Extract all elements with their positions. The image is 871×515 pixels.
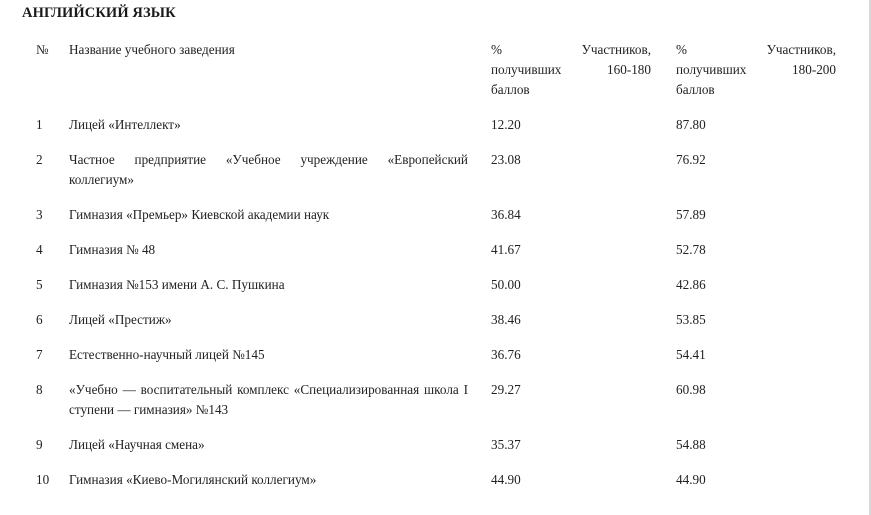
header-percent-160-180-line2: получивших 160-180 bbox=[491, 62, 651, 77]
row-percent-180-200: 54.41 bbox=[676, 347, 706, 362]
row-number: 6 bbox=[36, 312, 43, 327]
row-number: 8 bbox=[36, 382, 43, 397]
table-row bbox=[30, 470, 836, 505]
header-percent-180-200 bbox=[676, 40, 836, 115]
row-number: 1 bbox=[36, 117, 43, 132]
row-percent-160-180: 35.37 bbox=[491, 437, 521, 452]
row-percent-160-180: 38.46 bbox=[491, 312, 521, 327]
table-row bbox=[30, 115, 836, 150]
row-percent-180-200: 53.85 bbox=[676, 312, 706, 327]
row-percent-180-200: 54.88 bbox=[676, 437, 706, 452]
row-number: 7 bbox=[36, 347, 43, 362]
row-number: 5 bbox=[36, 277, 43, 292]
row-number: 9 bbox=[36, 437, 43, 452]
row-percent-160-180: 44.90 bbox=[491, 472, 521, 487]
header-school-name: Название учебного заведения bbox=[69, 42, 235, 57]
row-percent-180-200: 52.78 bbox=[676, 242, 706, 257]
row-percent-180-200: 76.92 bbox=[676, 152, 706, 167]
table-row bbox=[30, 435, 836, 470]
row-school-name: «Учебно — воспитательный комплекс «Специализированная школа I ступени — гимназия» №143 bbox=[69, 382, 468, 417]
row-percent-180-200: 60.98 bbox=[676, 382, 706, 397]
row-percent-160-180: 12.20 bbox=[491, 117, 521, 132]
row-school-name: Лицей «Интеллект» bbox=[69, 117, 181, 132]
results-table bbox=[30, 40, 836, 505]
header-percent-180-200-line3: баллов bbox=[676, 82, 715, 97]
row-number: 4 bbox=[36, 242, 43, 257]
table-row bbox=[30, 150, 836, 205]
row-percent-160-180: 36.76 bbox=[491, 347, 521, 362]
row-percent-160-180: 23.08 bbox=[491, 152, 521, 167]
header-percent-160-180-line3: баллов bbox=[491, 82, 530, 97]
row-number: 10 bbox=[36, 472, 50, 487]
row-school-name: Лицей «Престиж» bbox=[69, 312, 172, 327]
row-school-name: Естественно-научный лицей №145 bbox=[69, 347, 265, 362]
row-school-name: Гимназия «Киево-Могилянский коллегиум» bbox=[69, 472, 317, 487]
table-row bbox=[30, 205, 836, 240]
row-percent-180-200: 44.90 bbox=[676, 472, 706, 487]
row-school-name: Гимназия «Премьер» Киевской академии наук bbox=[69, 207, 330, 222]
row-number: 3 bbox=[36, 207, 43, 222]
row-school-name: Гимназия №153 имени А. С. Пушкина bbox=[69, 277, 285, 292]
table-row bbox=[30, 275, 836, 310]
table-row bbox=[30, 345, 836, 380]
row-school-name: Лицей «Научная смена» bbox=[69, 437, 205, 452]
row-percent-180-200: 57.89 bbox=[676, 207, 706, 222]
header-percent-160-180-line1: % Участников, bbox=[491, 42, 651, 57]
table-header-row bbox=[30, 40, 836, 115]
row-percent-160-180: 29.27 bbox=[491, 382, 521, 397]
row-percent-160-180: 41.67 bbox=[491, 242, 521, 257]
row-school-name: Гимназия № 48 bbox=[69, 242, 156, 257]
table-row bbox=[30, 240, 836, 275]
header-number: № bbox=[36, 42, 49, 57]
table-row bbox=[30, 380, 836, 435]
row-school-name: Частное предприятие «Учебное учреждение «Европейский коллегиум» bbox=[69, 152, 468, 187]
row-percent-180-200: 42.86 bbox=[676, 277, 706, 292]
row-percent-160-180: 36.84 bbox=[491, 207, 521, 222]
row-percent-180-200: 87.80 bbox=[676, 117, 706, 132]
row-percent-160-180: 50.00 bbox=[491, 277, 521, 292]
header-percent-180-200-line1: % Участников, bbox=[676, 42, 836, 57]
header-percent-180-200-line2: получивших 180-200 bbox=[676, 62, 836, 77]
table-row bbox=[30, 310, 836, 345]
header-percent-160-180 bbox=[491, 40, 651, 115]
row-number: 2 bbox=[36, 152, 43, 167]
section-title: АНГЛИЙСКИЙ ЯЗЫК bbox=[22, 5, 176, 21]
